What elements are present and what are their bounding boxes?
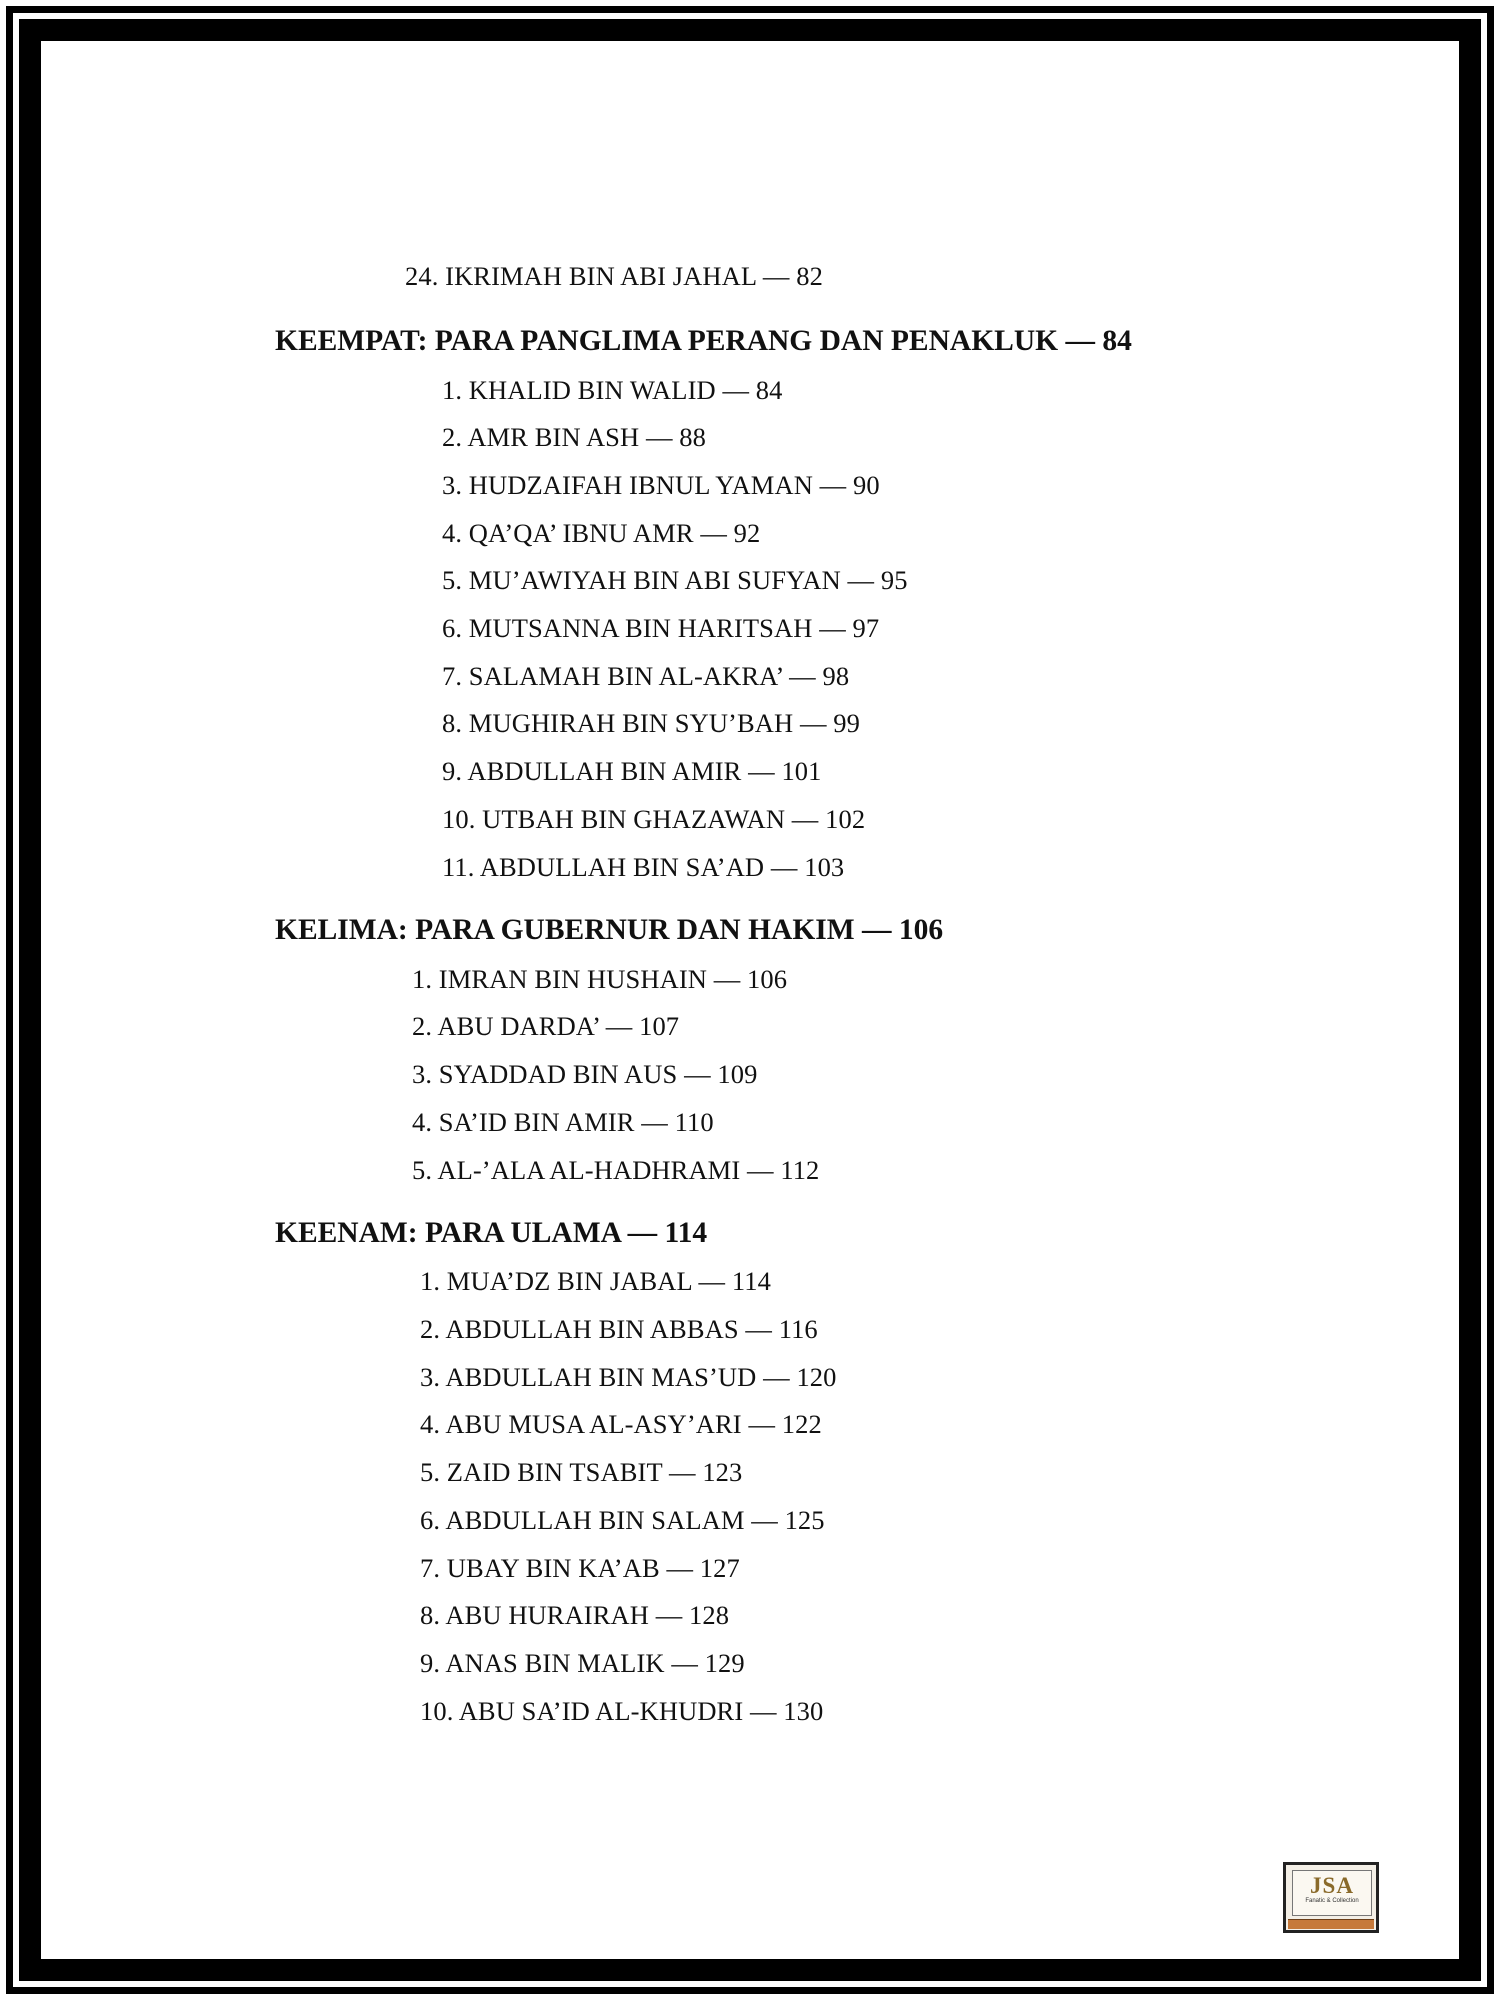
logo-monitor-screen — [1292, 1870, 1372, 1916]
toc-entry: 4. SA’ID BIN AMIR — 110 — [412, 1107, 714, 1137]
toc-entry: 1. IMRAN BIN HUSHAIN — 106 — [412, 964, 788, 994]
toc-entry: 3. SYADDAD BIN AUS — 109 — [412, 1059, 758, 1089]
toc-entry: 4. QA’QA’ IBNU AMR — 92 — [442, 518, 761, 548]
toc-entry: 4. ABU MUSA AL-ASY’ARI — 122 — [420, 1409, 822, 1439]
section-heading-keenam: KEENAM: PARA ULAMA — 114 — [275, 1217, 708, 1249]
toc-entry: 8. MUGHIRAH BIN SYU’BAH — 99 — [442, 708, 860, 738]
toc-entry: 9. ANAS BIN MALIK — 129 — [420, 1648, 745, 1678]
toc-entry: 1. MUA’DZ BIN JABAL — 114 — [420, 1266, 771, 1296]
toc-entry: 6. MUTSANNA BIN HARITSAH — 97 — [442, 613, 880, 643]
toc-entry: 5. AL-’ALA AL-HADHRAMI — 112 — [412, 1155, 820, 1185]
toc-entry: 7. SALAMAH BIN AL-AKRA’ — 98 — [442, 661, 850, 691]
logo-subtitle: Fanatic & Collection — [1305, 1898, 1359, 1904]
logo-keyboard-base — [1288, 1919, 1374, 1929]
toc-entry: 5. ZAID BIN TSABIT — 123 — [420, 1457, 743, 1487]
toc-entry: 10. UTBAH BIN GHAZAWAN — 102 — [442, 804, 866, 834]
toc-entry: 7. UBAY BIN KA’AB — 127 — [420, 1553, 740, 1583]
toc-entry: 11. ABDULLAH BIN SA’AD — 103 — [442, 852, 845, 882]
toc-entry: 2. AMR BIN ASH — 88 — [442, 422, 707, 452]
toc-entry: 6. ABDULLAH BIN SALAM — 125 — [420, 1505, 825, 1535]
toc-entry: 8. ABU HURAIRAH — 128 — [420, 1600, 730, 1630]
toc-entry: 1. KHALID BIN WALID — 84 — [442, 375, 783, 405]
section-heading-keempat: KEEMPAT: PARA PANGLIMA PERANG DAN PENAKLUK — 84 — [275, 325, 1132, 357]
toc-entry: 10. ABU SA’ID AL-KHUDRI — 130 — [420, 1696, 824, 1726]
section-heading-kelima: KELIMA: PARA GUBERNUR DAN HAKIM — 106 — [275, 914, 944, 946]
logo-text: JSA — [1310, 1873, 1354, 1898]
toc-entry: 5. MU’AWIYAH BIN ABI SUFYAN — 95 — [442, 565, 908, 595]
toc-entry: 2. ABU DARDA’ — 107 — [412, 1011, 680, 1041]
jsa-logo — [1283, 1862, 1379, 1933]
toc-entry: 3. ABDULLAH BIN MAS’UD — 120 — [420, 1362, 837, 1392]
toc-entry: 3. HUDZAIFAH IBNUL YAMAN — 90 — [442, 470, 880, 500]
toc-entry: 2. ABDULLAH BIN ABBAS — 116 — [420, 1314, 818, 1344]
toc-entry-carryover: 24. IKRIMAH BIN ABI JAHAL — 82 — [405, 261, 823, 291]
toc-entry: 9. ABDULLAH BIN AMIR — 101 — [442, 756, 822, 786]
